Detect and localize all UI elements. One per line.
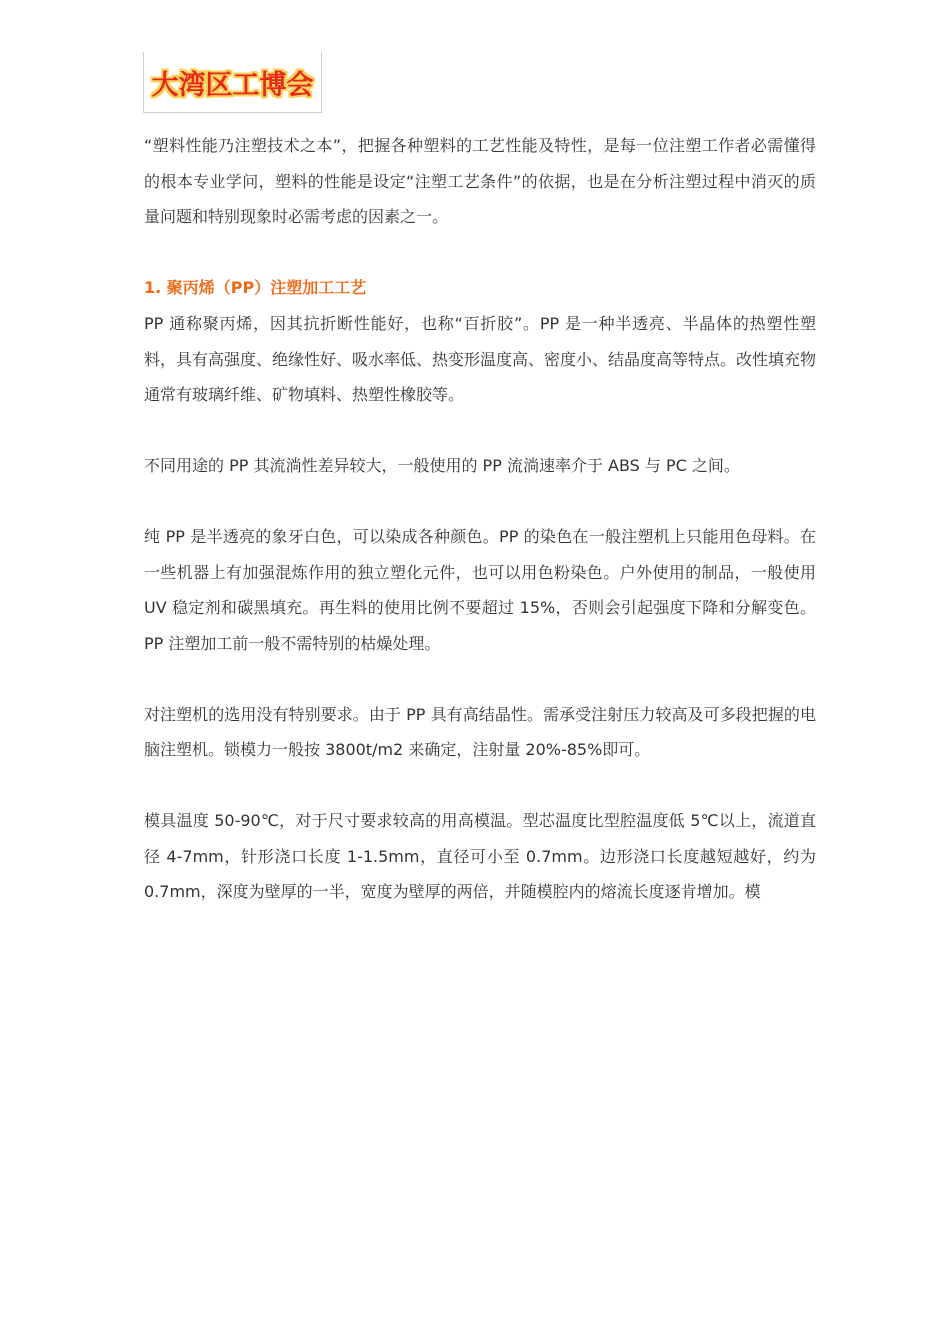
paragraph-pp-overview: PP 通称聚丙烯，因其抗折断性能好，也称“百折胶”。PP 是一种半透亮、半晶体的热塑性塑料，具有高强度、绝缘性好、吸水率低、热变形温度高、密度小、结晶度高等特点。改性填充物通常有玻璃纤维、矿物填料、热塑性橡胶等。 xyxy=(144,314,817,404)
logo-text: 大湾区工博会 xyxy=(151,69,314,101)
paragraph-pp-flow: 不同用途的 PP 其流淌性差异较大，一般使用的 PP 流淌速率介于 ABS 与 PC 之间。 xyxy=(144,456,740,475)
logo-banner xyxy=(143,52,322,113)
paragraph-pp-mold: 模具温度 50-90℃，对于尺寸要求较高的用高模温。型芯温度比型腔温度低 5℃以上，流道直径 4-7mm，针形浇口长度 1-1.5mm，直径可小至 0.7mm。边形浇口长度越短越好，约为 0.7mm，深度为壁厚的一半，宽度为壁厚的两倍，并随模腔内的熔流长度逐肯增加。模 xyxy=(144,811,816,901)
article-body xyxy=(144,128,816,910)
section-heading: 1. 聚丙烯（PP）注塑加工工艺 xyxy=(144,278,367,297)
intro-paragraph: “塑料性能乃注塑技术之本”，把握各种塑料的工艺性能及特性，是每一位注塑工作者必需懂得的根本专业学问，塑料的性能是设定“注塑工艺条件”的依据，也是在分析注塑过程中消灭的质量问题和特别现象时必需考虑的因素之一。 xyxy=(144,136,816,226)
paragraph-pp-color: 纯 PP 是半透亮的象牙白色，可以染成各种颜色。PP 的染色在一般注塑机上只能用色母料。在一些机器上有加强混炼作用的独立塑化元件，也可以用色粉染色。户外使用的制品，一般使用 UV 稳定剂和碳黑填充。再生料的使用比例不要超过 15%，否则会引起强度下降和分解变色。PP 注塑加工前一般不需特别的枯燥处理。 xyxy=(144,527,816,653)
paragraph-pp-machine: 对注塑机的选用没有特别要求。由于 PP 具有高结晶性。需承受注射压力较高及可多段把握的电脑注塑机。锁模力一般按 3800t/m2 来确定，注射量 20%-85%即可。 xyxy=(144,704,816,759)
